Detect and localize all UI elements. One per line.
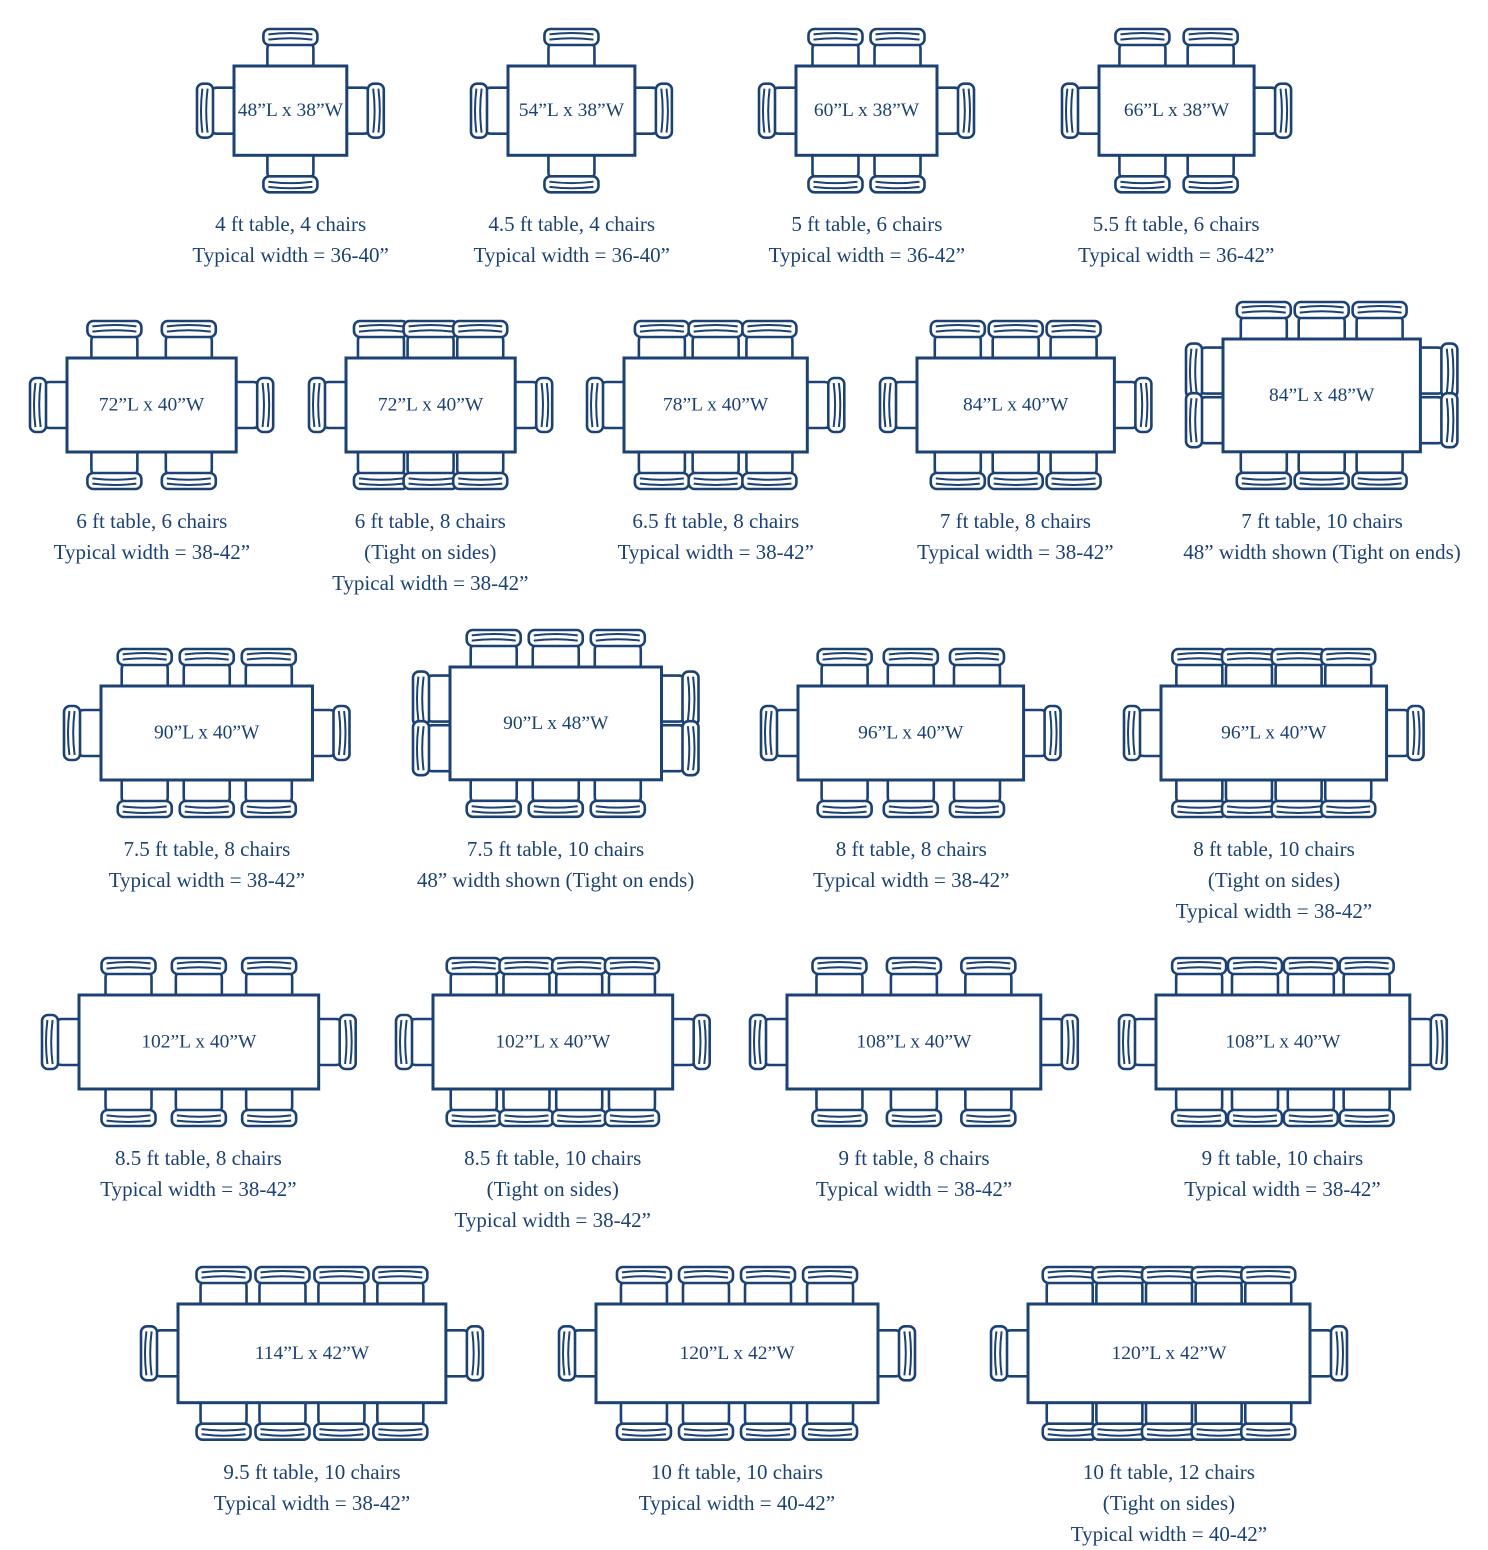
table-diagram-card — [59, 625, 355, 896]
caption-line: Typical width = 38-42” — [617, 540, 814, 565]
table-diagram-card — [37, 953, 361, 1205]
table-diagram-card — [1181, 297, 1462, 568]
table-caption — [1184, 1143, 1380, 1205]
caption-line: Typical width = 38-42” — [813, 867, 1010, 892]
table-dimensions-label: 78”L x 40”W — [663, 394, 769, 416]
caption-line: Typical width = 36-42” — [1077, 243, 1275, 268]
table-diagram-card — [1114, 953, 1452, 1205]
table-dimensions-label: 120”L x 42”W — [679, 1342, 795, 1364]
table-with-chairs-diagram — [136, 1262, 488, 1445]
table-caption — [618, 506, 814, 568]
table-dimensions-label: 60”L x 38”W — [814, 100, 920, 122]
caption-line: (Tight on sides) — [364, 540, 497, 565]
caption-line: Typical width = 38-42” — [108, 867, 306, 892]
table-diagram — [25, 297, 278, 494]
caption-line: (Tight on sides) — [486, 1176, 619, 1201]
caption-line: 8.5 ft table, 8 chairs — [115, 1145, 282, 1170]
table-dimensions-label: 108”L x 40”W — [856, 1031, 972, 1053]
caption-line: 10 ft table, 12 chairs — [1082, 1459, 1255, 1484]
caption-line: 7 ft table, 10 chairs — [1241, 509, 1403, 534]
table-dimensions-label: 84”L x 40”W — [962, 394, 1069, 416]
caption-line: Typical width = 38-42” — [917, 540, 1114, 565]
diagram-row-3 — [0, 625, 1488, 927]
table-diagram — [754, 24, 979, 197]
table-diagram-card — [875, 297, 1156, 568]
caption-line: Typical width = 38-42” — [1175, 898, 1373, 923]
caption-line: 9 ft table, 8 chairs — [838, 1145, 990, 1170]
table-with-chairs-diagram — [466, 24, 677, 197]
caption-line: Typical width = 38-42” — [1184, 1176, 1381, 1201]
table-diagram — [136, 1262, 488, 1445]
caption-line: 6 ft table, 8 chairs — [354, 509, 506, 534]
table-dimensions-label: 90”L x 40”W — [154, 722, 260, 744]
table-diagram-card — [136, 1262, 488, 1519]
table-diagram — [582, 297, 849, 494]
table-caption — [455, 1143, 651, 1236]
table-caption — [917, 506, 1113, 568]
table-diagram-card — [554, 1262, 920, 1519]
table-dimensions-label: 102”L x 40”W — [140, 1031, 256, 1053]
table-with-chairs-diagram — [875, 316, 1156, 494]
caption-line: Typical width = 38-42” — [454, 1207, 651, 1232]
table-diagram-card — [391, 953, 715, 1236]
table-caption — [214, 1457, 410, 1519]
table-dimensions-label: 120”L x 42”W — [1111, 1342, 1227, 1364]
caption-line: Typical width = 36-40” — [192, 243, 389, 268]
table-caption — [100, 1143, 296, 1205]
table-diagram — [408, 625, 704, 822]
caption-line: 4.5 ft table, 4 chairs — [488, 212, 656, 237]
caption-line: 8 ft table, 10 chairs — [1193, 836, 1355, 861]
table-with-chairs-diagram — [756, 644, 1066, 822]
table-dimensions-label: 102”L x 40”W — [495, 1031, 611, 1053]
table-diagram — [1114, 953, 1452, 1131]
table-with-chairs-diagram — [1181, 297, 1462, 494]
table-diagram-card — [1057, 24, 1296, 271]
table-caption — [813, 834, 1009, 896]
table-diagram — [391, 953, 715, 1131]
table-diagram — [554, 1262, 920, 1445]
diagram-row-2 — [0, 297, 1488, 599]
table-dimensions-label: 108”L x 40”W — [1224, 1031, 1340, 1053]
table-dimensions-label: 66”L x 38”W — [1123, 100, 1229, 122]
table-caption — [332, 506, 528, 599]
table-diagram-card — [466, 24, 677, 271]
caption-line: (Tight on sides) — [1102, 1490, 1236, 1515]
table-diagram-card — [1119, 625, 1429, 927]
table-caption — [1176, 834, 1372, 927]
caption-line: 6 ft table, 6 chairs — [76, 509, 228, 534]
diagram-row-1 — [0, 24, 1488, 271]
caption-line: Typical width = 38-42” — [100, 1176, 297, 1201]
table-diagram — [875, 297, 1156, 494]
caption-line: 48” width shown (Tight on ends) — [416, 867, 695, 892]
table-diagram-card — [745, 953, 1083, 1205]
caption-line: 10 ft table, 10 chairs — [650, 1459, 823, 1484]
caption-line: Typical width = 36-40” — [473, 243, 670, 268]
table-with-chairs-diagram — [391, 953, 715, 1131]
table-dimensions-label: 54”L x 38”W — [519, 100, 625, 122]
table-diagram — [1119, 625, 1429, 822]
table-dimensions-label: 72”L x 40”W — [377, 394, 483, 416]
table-caption — [769, 209, 965, 271]
table-diagram — [745, 953, 1083, 1131]
table-with-chairs-diagram — [59, 644, 355, 822]
caption-line: Typical width = 38-42” — [53, 540, 251, 565]
table-caption — [1071, 1457, 1267, 1550]
caption-line: 7.5 ft table, 10 chairs — [466, 836, 645, 861]
caption-line: Typical width = 40-42” — [1070, 1521, 1268, 1546]
caption-line: (Tight on sides) — [1207, 867, 1341, 892]
table-caption — [192, 209, 388, 271]
table-diagram — [986, 1262, 1352, 1445]
caption-line: 7 ft table, 8 chairs — [939, 509, 1091, 534]
table-with-chairs-diagram — [304, 316, 557, 494]
table-caption — [1183, 506, 1460, 568]
table-diagram-card — [408, 625, 704, 896]
table-diagram — [192, 24, 389, 197]
caption-line: 5.5 ft table, 6 chairs — [1092, 212, 1260, 237]
table-dimensions-label: 84”L x 48”W — [1269, 385, 1375, 407]
caption-line: 8.5 ft table, 10 chairs — [464, 1145, 642, 1170]
caption-line: Typical width = 38-42” — [332, 571, 529, 596]
table-with-chairs-diagram — [192, 24, 389, 197]
table-with-chairs-diagram — [25, 316, 278, 494]
table-caption — [474, 209, 670, 271]
table-diagram — [1181, 297, 1462, 494]
caption-line: Typical width = 40-42” — [638, 1490, 836, 1515]
table-caption — [54, 506, 250, 568]
diagram-row-4 — [0, 953, 1488, 1236]
caption-line: 4 ft table, 4 chairs — [215, 212, 367, 237]
table-diagram — [304, 297, 557, 494]
table-dimensions-label: 90”L x 48”W — [502, 712, 609, 734]
table-with-chairs-diagram — [554, 1262, 920, 1445]
caption-line: 6.5 ft table, 8 chairs — [632, 509, 800, 534]
table-with-chairs-diagram — [745, 953, 1083, 1131]
table-diagram — [59, 625, 355, 822]
table-diagram-card — [754, 24, 979, 271]
table-dimensions-label: 96”L x 40”W — [1221, 722, 1327, 744]
table-with-chairs-diagram — [1114, 953, 1452, 1131]
table-with-chairs-diagram — [1119, 644, 1429, 822]
table-diagram — [756, 625, 1066, 822]
table-diagram-card — [582, 297, 849, 568]
table-with-chairs-diagram — [408, 625, 704, 822]
table-diagram-card — [304, 297, 557, 599]
table-diagram — [466, 24, 677, 197]
table-dimensions-label: 48”L x 38”W — [237, 100, 344, 122]
table-diagram-card — [756, 625, 1066, 896]
table-with-chairs-diagram — [582, 316, 849, 494]
table-with-chairs-diagram — [986, 1262, 1352, 1445]
caption-line: Typical width = 38-42” — [815, 1176, 1013, 1201]
table-caption — [417, 834, 694, 896]
caption-line: 8 ft table, 8 chairs — [835, 836, 987, 861]
table-diagram — [37, 953, 361, 1131]
table-diagram-card — [25, 297, 278, 568]
caption-line: 9.5 ft table, 10 chairs — [223, 1459, 401, 1484]
table-with-chairs-diagram — [754, 24, 979, 197]
caption-line: Typical width = 38-42” — [213, 1490, 411, 1515]
table-diagram-card — [192, 24, 389, 271]
table-dimensions-label: 72”L x 40”W — [99, 394, 205, 416]
caption-line: 48” width shown (Tight on ends) — [1183, 540, 1461, 565]
table-caption — [109, 834, 305, 896]
table-diagram-card — [986, 1262, 1352, 1550]
table-with-chairs-diagram — [1057, 24, 1296, 197]
table-diagram — [1057, 24, 1296, 197]
table-caption — [639, 1457, 835, 1519]
caption-line: 9 ft table, 10 chairs — [1201, 1145, 1364, 1170]
caption-line: Typical width = 36-42” — [768, 243, 966, 268]
diagram-row-5 — [0, 1262, 1488, 1550]
table-dimensions-label: 114”L x 42”W — [254, 1342, 370, 1364]
table-caption — [1078, 209, 1274, 271]
table-with-chairs-diagram — [37, 953, 361, 1131]
caption-line: 7.5 ft table, 8 chairs — [123, 836, 291, 861]
table-dimensions-label: 96”L x 40”W — [858, 722, 964, 744]
caption-line: 5 ft table, 6 chairs — [791, 212, 943, 237]
table-caption — [816, 1143, 1012, 1205]
